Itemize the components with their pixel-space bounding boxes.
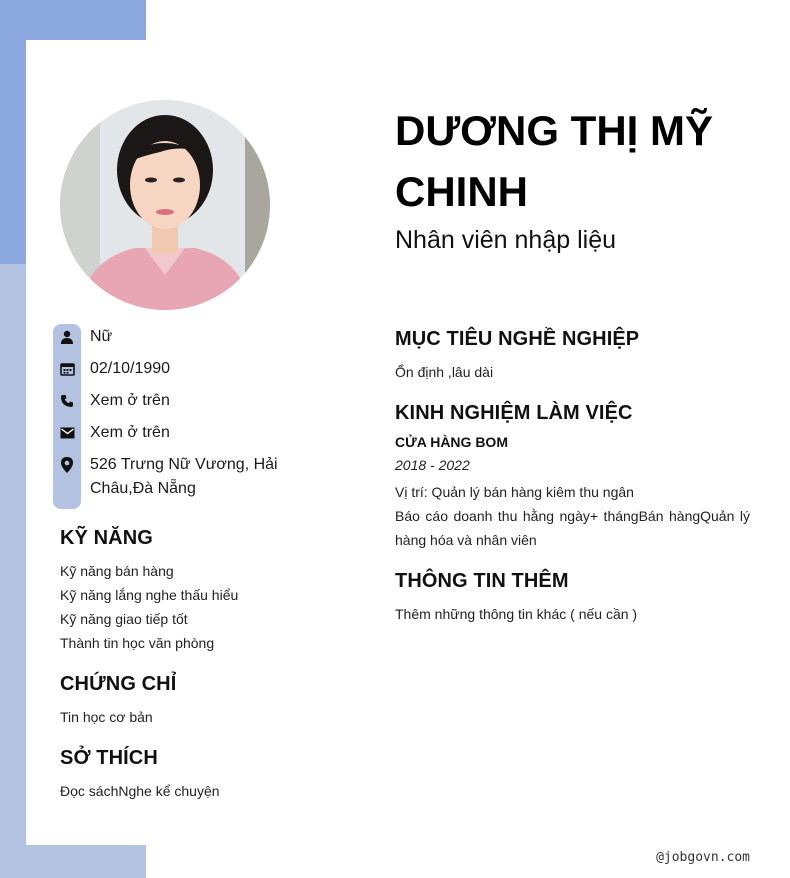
experience-position: Vị trí: Quản lý bán hàng kiêm thu ngân: [395, 484, 634, 500]
contact-email: [53, 421, 343, 445]
candidate-job-title: Nhân viên nhập liệu: [395, 226, 616, 254]
contact-birthdate: [53, 357, 343, 381]
skill-item: Thành tin học văn phòng: [60, 635, 215, 651]
additional-info-heading: THÔNG TIN THÊM: [395, 570, 569, 592]
experience-heading: KINH NGHIỆM LÀM VIỆC: [395, 402, 633, 424]
gender-text: Nữ: [90, 328, 113, 345]
experience-period: 2018 - 2022: [395, 457, 470, 473]
phone-text: Xem ở trên: [90, 392, 170, 409]
hobbies-heading: SỞ THÍCH: [60, 747, 158, 769]
skill-item: Kỹ năng lắng nghe thấu hiểu: [60, 587, 239, 603]
address-text: 526 Trưng Nữ Vương, Hải Châu,Đà Nẵng: [90, 456, 278, 497]
experience-description: Báo cáo doanh thu hằng ngày+ thángBán hàngQuản lý hàng hóa và nhân viên: [395, 508, 750, 548]
candidate-name: DƯƠNG THỊ MỸ CHINH: [395, 107, 713, 215]
contact-gender: [53, 325, 343, 349]
certificates-heading: CHỨNG CHỈ: [60, 673, 177, 695]
contact-address: [53, 453, 343, 501]
email-text: Xem ở trên: [90, 424, 170, 441]
additional-info-text: Thêm những thông tin khác ( nếu cần ): [395, 606, 638, 622]
skill-item: Kỹ năng giao tiếp tốt: [60, 611, 188, 627]
hobby-item: Đọc sáchNghe kể chuyện: [60, 783, 220, 799]
objective-text: Ổn định ,lâu dài: [395, 364, 494, 380]
contact-phone: [53, 389, 343, 413]
certificate-item: Tin học cơ bản: [60, 709, 153, 725]
location-pin-icon: [53, 453, 81, 477]
skills-heading: KỸ NĂNG: [60, 527, 153, 549]
mail-icon: [53, 421, 81, 445]
birthdate-text: 02/10/1990: [90, 360, 171, 377]
skill-item: Kỹ năng bán hàng: [60, 563, 174, 579]
profile-photo: [60, 100, 270, 310]
experience-company: CỬA HÀNG BOM: [395, 434, 508, 450]
phone-icon: [53, 389, 81, 413]
objective-heading: MỤC TIÊU NGHỀ NGHIỆP: [395, 328, 640, 350]
person-icon: [53, 325, 81, 349]
calendar-icon: [53, 357, 81, 381]
footer-watermark: @jobgovn.com: [656, 850, 750, 865]
